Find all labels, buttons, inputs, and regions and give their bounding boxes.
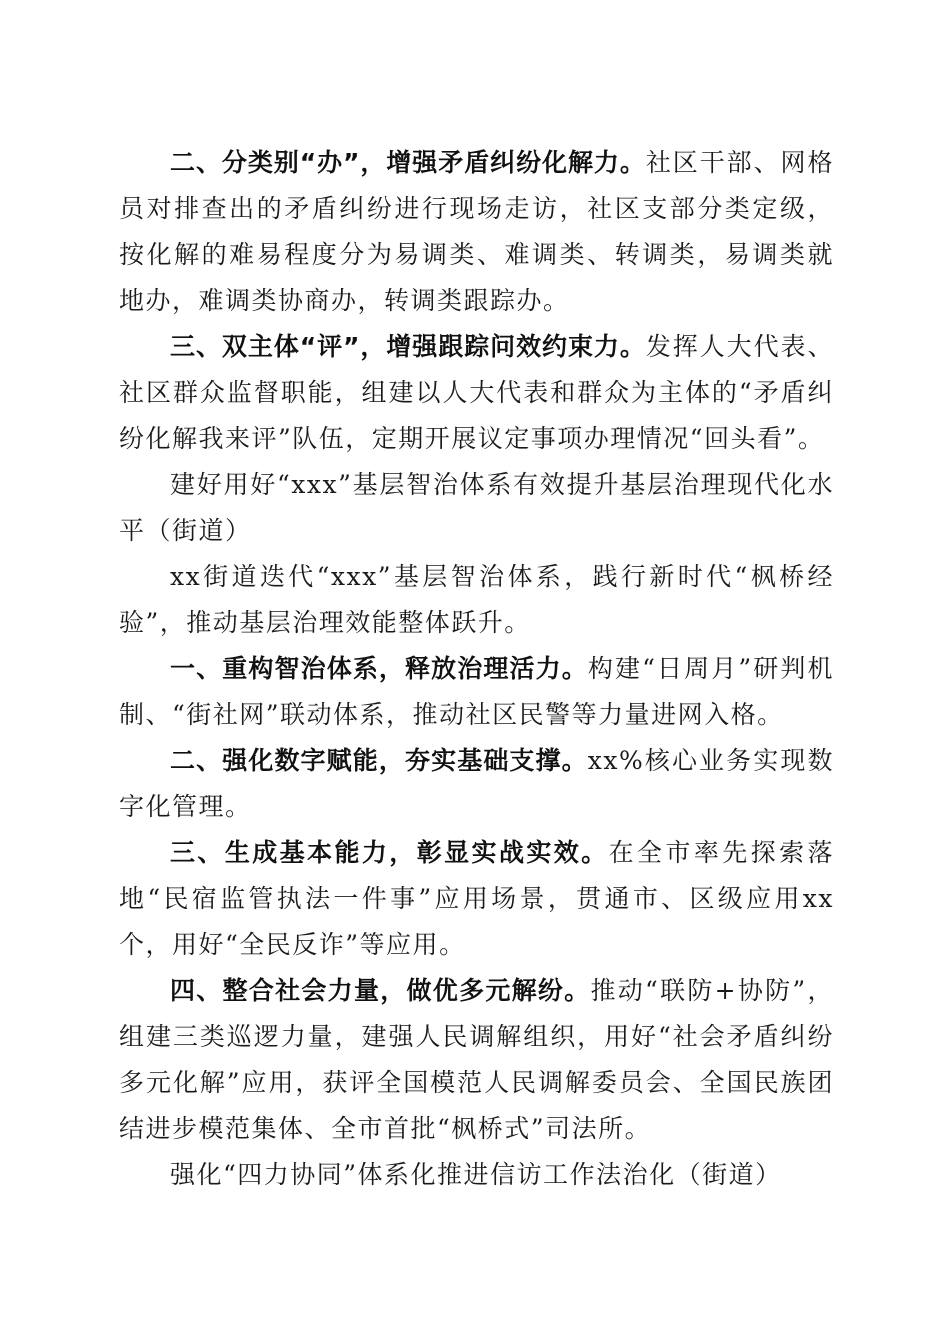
paragraph-text: 构建“日周月”研判机制、“街社网”联动体系，推动社区民警等力量进网入格。 — [119, 654, 834, 729]
paragraph-conflict-classification — [119, 140, 834, 324]
paragraph-dual-evaluation — [119, 324, 834, 462]
document-body — [119, 140, 834, 1198]
paragraph-text: 在全市率先探索落地“民宿监管执法一件事”应用场景，贯通市、区级应用xx个，用好“全民反诈”等应用。 — [119, 838, 834, 959]
paragraph-heading: 四、整合社会力量，做优多元解纷。 — [170, 976, 591, 1005]
paragraph-heading: 三、双主体“评”，增强跟踪问效约束力。 — [170, 332, 646, 361]
paragraph-heading: 三、生成基本能力，彰显实战实效。 — [170, 838, 609, 867]
section-title-smart-governance — [119, 462, 834, 554]
paragraph-text: 发挥人大代表、社区群众监督职能，组建以人大代表和群众为主体的“矛盾纠纷化解我来评”队伍，定期开展议定事项办理情况“回头看”。 — [119, 332, 834, 453]
paragraph-text: 建好用好“xxx”基层智治体系有效提升基层治理现代化水平（街道） — [119, 470, 834, 545]
paragraph-digital-empowerment — [119, 738, 834, 830]
paragraph-text: 推动“联防+协防”，组建三类巡逻力量，建强人民调解组织，用好“社会矛盾纠纷多元化解”应用，获评全国模范人民调解委员会、全国民族团结进步模范集体、全市首批“枫桥式”司法所。 — [119, 976, 834, 1143]
paragraph-social-forces — [119, 968, 834, 1152]
paragraph-heading: 一、重构智治体系，释放治理活力。 — [170, 654, 588, 683]
paragraph-text: 强化“四力协同”体系化推进信访工作法治化（街道） — [170, 1160, 782, 1189]
paragraph-text: xx街道迭代“xxx”基层智治体系，践行新时代“枫桥经验”，推动基层治理效能整体跃升。 — [119, 562, 834, 637]
paragraph-restructure-system — [119, 646, 834, 738]
paragraph-text: 社区干部、网格员对排查出的矛盾纠纷进行现场走访，社区支部分类定级，按化解的难易程度分为易调类、难调类、转调类，易调类就地办，难调类协商办，转调类跟踪办。 — [119, 148, 834, 315]
paragraph-basic-capability — [119, 830, 834, 968]
paragraph-heading: 二、分类别“办”，增强矛盾纠纷化解力。 — [170, 148, 646, 177]
section-title-petition-rule-of-law — [119, 1152, 834, 1198]
paragraph-text: xx%核心业务实现数字化管理。 — [119, 746, 834, 821]
paragraph-intro — [119, 554, 834, 646]
paragraph-heading: 二、强化数字赋能，夯实基础支撑。 — [170, 746, 588, 775]
